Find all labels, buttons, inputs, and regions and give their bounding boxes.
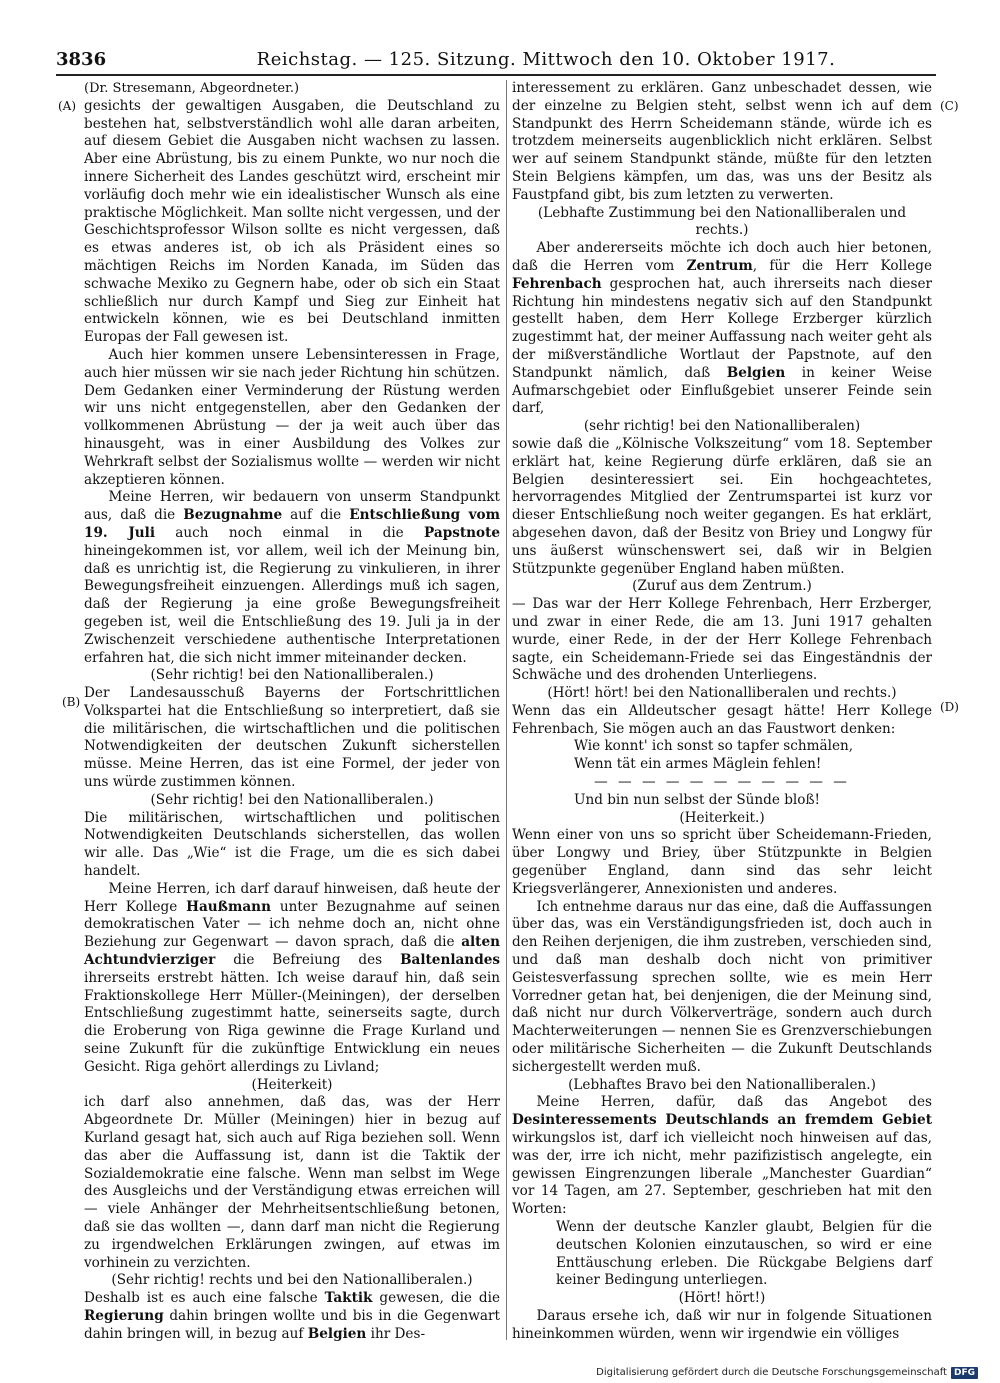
verse-ellipsis: — — — — — — — — — — — <box>594 774 850 791</box>
interjection: (Sehr richtig! bei den Nationalliberalen.) <box>150 791 434 808</box>
column-divider <box>506 80 507 1340</box>
verse-line: Wenn tät ein armes Mäglein fehlen! <box>574 756 822 773</box>
emphasis: Taktik <box>324 1290 373 1307</box>
verse-line: Wie konnt' ich sonst so tapfer schmälen, <box>574 738 854 755</box>
verse-line: Und bin nun selbst der Sünde bloß! <box>574 791 821 808</box>
digitization-footer <box>596 1366 978 1380</box>
paragraph: ich darf also annehmen, daß das, was der Herr Abgeordnete Dr. Müller (Meiningen) hier in bezug auf Kurland gesagt hat, sich auch auf Riga beziehen soll. Wenn das aber die Auffassung ist, dann ist die Taktik der Sozialdemokratie eine falsche. Wenn man selbst im Wege des Ausgleichs und der Verständigung etwas erreichen will — viele Anhänger der Mehrheitsentschließung betonen, daß sie das wollten —, dann darf man nicht die Regierung zu irgendwelchen Erklärungen zwingen, auf etwas im vorhinein zu verzichten. <box>84 1094 500 1271</box>
speaker-label: (Dr. Stresemann, Abgeordneter.) <box>84 81 300 96</box>
paragraph: Wenn das ein Alldeutscher gesagt hätte! Herr Kollege Fehrenbach, Sie mögen auch an das Faustwort denken: <box>512 702 932 737</box>
footer-credit: Digitalisierung gefördert durch die Deutsche Forschungsgemeinschaft <box>596 1367 947 1378</box>
paragraph: Ich entnehme daraus nur das eine, daß die Auffassungen über das, was ein Verständigungsfrieden ist, doch auch in den Reihen derjenigen, die ihm zustreben, verschieden sind, und daß man deshalb doch nicht von primitiver Geistesverfassung sprechen sollte, wie es mein Herr Vorredner getan hat, bei denjenigen, die der Meinung sind, daß nicht nur durch Völkerverträge, sondern auch durch Machterweiterungen — nennen Sie es Grenzverschiebungen oder militärische Sicherheiten — die Zukunft Deutschlands sichergestellt werden muß. <box>512 898 932 1075</box>
emphasis: Belgien <box>307 1325 367 1342</box>
interjection: (Zuruf aus dem Zentrum.) <box>632 578 812 595</box>
paragraph: sowie daß die „Kölnische Volkszeitung“ vom 18. September erklärt hat, keine Regierung dürfe erklären, daß sie an Belgien desinteressiert sei. Ein hochgeachtetes, hervorragendes Mitglied der Zentrumspartei ist kurz vor dieser Entschließung noch weiter gegangen. Es hat erklärt, abgesehen davon, daß der Besitz von Briey und Longwy für uns äußerst wünschenswert sei, daß wir in Belgien Stützpunkte gegenüber England haben müßten. <box>512 435 932 577</box>
page-number: 3836 <box>56 49 107 70</box>
emphasis: Zentrum <box>686 257 753 274</box>
paragraph: Meine Herren, dafür, daß das Angebot des Desinteressements Deutschlands an fremdem Gebiet wirkungslos ist, darf ich vielleicht noch hinweisen auf das, was der, irre ich nicht, mehr pazifizistisch angelegte, ein gewissen Eingrenzungen liberale „Manchester Guardian“ vor 14 Tagen, am 27. September, geschrieben hat mit den Worten: <box>512 1094 932 1218</box>
interjection: (Hört! hört! bei den Nationalliberalen und rechts.) <box>547 685 897 702</box>
interjection: (Heiterkeit.) <box>679 809 765 826</box>
interjection: (Lebhaftes Bravo bei den Nationalliberalen.) <box>568 1076 876 1093</box>
paragraph: Daraus ersehe ich, daß wir nur in folgende Situationen hineinkommen würden, wenn wir irgendwie ein völliges <box>512 1307 932 1342</box>
paragraph: gesichts der gewaltigen Ausgaben, die Deutschland zu bestehen hat, selbstverständlich wohl alle daran arbeiten, auf diesem Gebiet die Ausgaben nicht wachsen zu lassen. Aber eine Abrüstung, bis zu einem Punkte, wo nur noch die innere Sicherheit des Landes geschützt wird, erscheint mir vorläufig doch mehr wie ein idealistischer Wunsch als eine praktische Möglichkeit. Man sollte nicht vergessen, und der Geschichtsprofessor Wilson sollte es nicht vergessen, daß es etwas anderes ist, ob ich als Präsident eines so mächtigen Reichs im Norden Kanada, im Süden das schwache Mexiko zu Gegnern habe, oder ob sich ein Staat schließlich nur durch Kampf und Sieg zur Einheit hat entwickeln können, wie es bei Deutschland inmitten Europas der Fall gewesen ist. <box>84 97 500 346</box>
right-column <box>512 80 932 1344</box>
paragraph: Die militärischen, wirtschaftlichen und politischen Notwendigkeiten Deutschlands sicherstellen, das wollen wir alle. Das „Wie“ ist die Frage, um die es sich dabei handelt. <box>84 809 500 880</box>
margin-mark-d: (D) <box>940 700 959 714</box>
emphasis: Regierung <box>84 1307 164 1324</box>
margin-mark-c: (C) <box>940 99 959 113</box>
emphasis: alten Achtundvierziger <box>84 934 500 969</box>
paragraph: Meine Herren, wir bedauern von unserm Standpunkt aus, daß die Bezugnahme auf die Entschließung vom 19. Juli auch noch einmal in die Papstnote hineingekommen ist, vor allem, weil ich der Meinung bin, daß es unrichtig ist, die Regierung zu vinkulieren, in ihrer Bewegungsfreiheit einzuengen. Allerdings muß ich sagen, daß der Regierung ja eine große Bewegungsfreiheit gegeben ist, weil die Entschließung des 19. Juli ja in der Zwischenzeit verschiedene authentische Interpretationen erfahren hat, die sich nicht immer miteinander decken. <box>84 489 501 666</box>
emphasis: Entschließung vom 19. Juli <box>84 507 500 541</box>
emphasis: Papstnote <box>424 524 501 541</box>
emphasis: Belgien <box>726 364 786 381</box>
left-column <box>84 80 500 1344</box>
interjection: (Heiterkeit) <box>251 1076 333 1093</box>
header-rule <box>56 74 936 76</box>
block-quote: Wenn der deutsche Kanzler glaubt, Belgien für die deutschen Kolonien einzutauschen, so wird er eine Enttäuschung erleben. Die Rückgabe Belgiens darf keiner Bedingung unterliegen. <box>556 1219 932 1289</box>
interjection: (Hört! hört!) <box>678 1290 766 1307</box>
interjection: (Sehr richtig! bei den Nationalliberalen.) <box>150 667 434 684</box>
emphasis: Fehrenbach <box>512 275 602 292</box>
paragraph: interessement zu erklären. Ganz unbeschadet dessen, wie der einzelne zu Belgien steht, selbst wenn ich auf dem Standpunkt des Herrn Scheidemann stände, würde ich es trotzdem meinerseits augenblicklich nicht erklären. Selbst wer auf seinem Standpunkt stände, müßte für den letzten Stein Belgiens kämpfen, um das, was uns der Besitz als Faustpfand gibt, bis zum letzten zu verwerten. <box>512 80 932 203</box>
interjection: (sehr richtig! bei den Nationalliberalen) <box>583 418 861 435</box>
emphasis: Desinteressements Deutschlands an fremdem Gebiet <box>512 1112 932 1129</box>
paragraph: — Das war der Herr Kollege Fehrenbach, Herr Erzberger, und zwar in einer Rede, die am 13. Juni 1917 gehalten wurde, einer Rede, in der der Herr Kollege Fehrenbach sagte, ein Scheidemann-Friede sei das Eingeständnis der Schwäche und des drohenden Unterliegens. <box>512 596 932 684</box>
emphasis: Baltenlandes <box>400 952 500 969</box>
margin-mark-b: (B) <box>62 695 81 709</box>
page-header <box>56 48 936 72</box>
interjection: (Lebhafte Zustimmung bei den Nationalliberalen und rechts.) <box>537 204 907 239</box>
emphasis: Bezugnahme <box>183 507 283 524</box>
paragraph: Aber andererseits möchte ich doch auch hier betonen, daß die Herren vom Zentrum, für die Herr Kollege Fehrenbach gesprochen hat, auch ihrerseits nach dieser Richtung hin mindestens negativ sich auf den Standpunkt gestellt haben, dem Herr Kollege Erzberger kürzlich zugestimmt hat, der meiner Auffassung nach weiter geht als der mißverständliche Wortlaut der Papstnote, auf den Standpunkt nämlich, daß Belgien in keiner Weise Aufmarschgebiet oder Einflußgebiet unserer Feinde sein darf, <box>512 240 933 417</box>
dfg-logo-icon: DFG <box>951 1367 978 1379</box>
paragraph: Der Landesausschuß Bayerns der Fortschrittlichen Volkspartei hat die Entschließung so interpretiert, daß sie die militärischen, die wirtschaftlichen und die politischen Notwendigkeiten der deutschen Zukunft sicherstellen müsse. Meine Herren, das ist eine Formel, der jeder von uns würde zustimmen können. <box>84 685 500 791</box>
paragraph: Meine Herren, ich darf darauf hinweisen, daß heute der Herr Kollege Haußmann unter Bezugnahme auf seinen demokratischen Vater — ich nehme doch an, nicht ohne Beziehung zur Gegenwart — davon sprach, daß die alten Achtundvierziger die Befreiung des Baltenlandes ihrerseits erstrebt hätten. Ich weise darauf hin, daß sein Fraktionskollege Herr Müller-(Meiningen), der derselben Entschließung zugestimmt hatte, seinerseits sagte, durch die Eroberung von Riga gewinne die Frage Kurland und seine Zukunft für die zukünftige Entwicklung ein neues Gesicht. Riga gehört allerdings zu Livland; <box>84 880 500 1075</box>
paragraph: Auch hier kommen unsere Lebensinteressen in Frage, auch hier müssen wir sie nach jeder Richtung hin schützen. Dem Gedanken einer Verminderung der Rüstung werden wir uns nicht entgegenstellen, aber den Gedanken der vollkommenen Abrüstung — der ja weit auch über das hinausgeht, was in einer Ausbildung des Volkes zur Wehrkraft selbst der Sozialismus wollte — werden wir nicht akzeptieren können. <box>84 346 500 488</box>
emphasis: Haußmann <box>186 898 271 915</box>
margin-mark-a: (A) <box>58 99 77 113</box>
running-title: Reichstag. — 125. Sitzung. Mittwoch den 10. Oktober 1917. <box>256 49 836 70</box>
paragraph: Wenn einer von uns so spricht über Scheidemann-Frieden, über Longwy und Briey, über Stützpunkte in Belgien gegenüber England, dann sind das sehr leicht Kriegsverlängerer, Annexionisten und anderes. <box>512 827 932 897</box>
paragraph: Deshalb ist es auch eine falsche Taktik gewesen, die die Regierung dahin bringen wollte und bis in die Gegenwart dahin bringen will, in bezug auf Belgien ihr Des- <box>84 1290 500 1342</box>
interjection: (Sehr richtig! rechts und bei den Nationalliberalen.) <box>111 1272 473 1289</box>
